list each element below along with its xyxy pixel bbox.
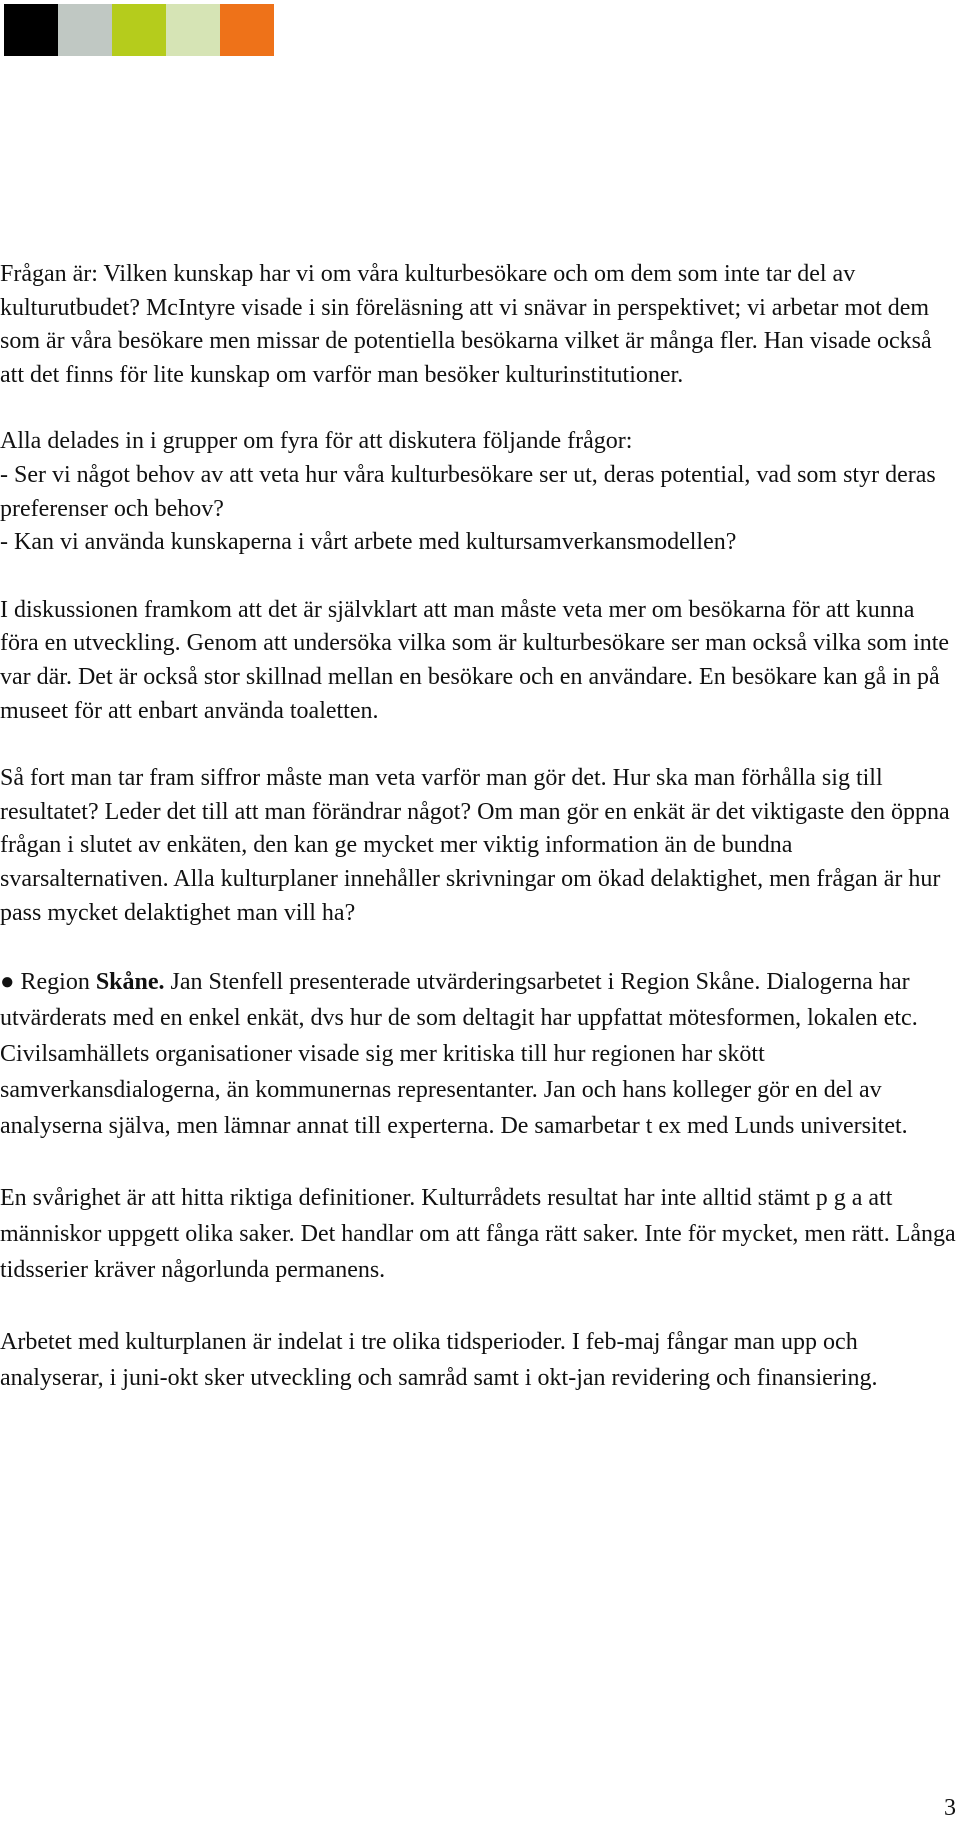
color-swatch-orange (220, 4, 274, 56)
region-label: Region (20, 969, 90, 996)
paragraph-figures: Så fort man tar fram siffror måste man veta varför man gör det. Hur ska man förhålla sig till resultatet? Leder det till att man förändrar något? Om man gör en enkät är det viktigaste den öppna frågan i slutet av enkäten, den kan ge mycket mer viktig information än de bundna svarsalternativen. Alla kulturplaner innehåller skrivningar om ökad delaktighet, men frågan är hur pass mycket delaktighet man vill ha? (0, 765, 950, 926)
page-number: 3 (944, 1795, 956, 1821)
color-swatch-pale-green (166, 4, 220, 56)
paragraph-discussion: I diskussionen framkom att det är självklart att man måste veta mer om besökarna för att kunna föra en utveckling. Genom att undersöka vilka som är kulturbesökare ser man också vilka som inte var där. Det är också stor skillnad mellan en besökare och en användare. En besökare kan gå in på museet för att enbart använda toaletten. (0, 596, 950, 724)
question-item: - Kan vi använda kunskaperna i vårt arbete med kultursamverkansmodellen? (0, 529, 737, 556)
paragraph-region-skane (0, 964, 958, 1144)
paragraph-culture-plan: Arbetet med kulturplanen är indelat i tre olika tidsperioder. I feb-maj fångar man upp och analyserar, i juni-okt sker utveckling och samråd samt i okt-jan revidering och finansiering. (0, 1329, 878, 1392)
group-intro-line: Alla delades in i grupper om fyra för att diskutera följande frågor: (0, 428, 633, 455)
paragraph-definitions: En svårighet är att hitta riktiga definitioner. Kulturrådets resultat har inte alltid stämt p g a att människor uppgett olika saker. Det handlar om att fånga rätt saker. Inte för mycket, men rätt. Långa tidsserier kräver någorlunda permanens. (0, 1185, 956, 1284)
color-swatch-grey (58, 4, 112, 56)
region-skane-text: Jan Stenfell presenterade utvärderingsarbetet i Region Skåne. Dialogerna har utvärderats med en enkel enkät, dvs hur de som deltagit har uppfattat mötesformen, lokalen etc. Civilsamhällets organisationer visade sig mer kritiska till hur regionen har skött samverkansdialogerna, än kommunernas representanter. Jan och hans kolleger gör en del av analyserna själva, men lämnar annat till experterna. De samarbetar t ex med Lunds universitet. (0, 969, 918, 1140)
bullet-icon: ● (0, 969, 15, 996)
header-color-strip (4, 4, 274, 56)
color-swatch-black (4, 4, 58, 56)
region-name-bold: Skåne. (95, 969, 165, 996)
page-body-text (0, 258, 958, 1396)
paragraph-mcintyre: Frågan är: Vilken kunskap har vi om våra kulturbesökare och om dem som inte tar del av kulturutbudet? McIntyre visade i sin föreläsning att vi snävar in perspektivet; vi arbetar mot dem som är våra besökare men missar de potentiella besökarna vilket är många fler. Han visade också att det finns för lite kunskap om varför man besöker kulturinstitutioner. (0, 261, 932, 388)
paragraph-group-questions (0, 425, 958, 559)
color-swatch-lime (112, 4, 166, 56)
region-skane-section (0, 964, 958, 1396)
question-item: - Ser vi något behov av att veta hur våra kulturbesökare ser ut, deras potential, vad som styr deras preferenser och behov? (0, 461, 936, 522)
